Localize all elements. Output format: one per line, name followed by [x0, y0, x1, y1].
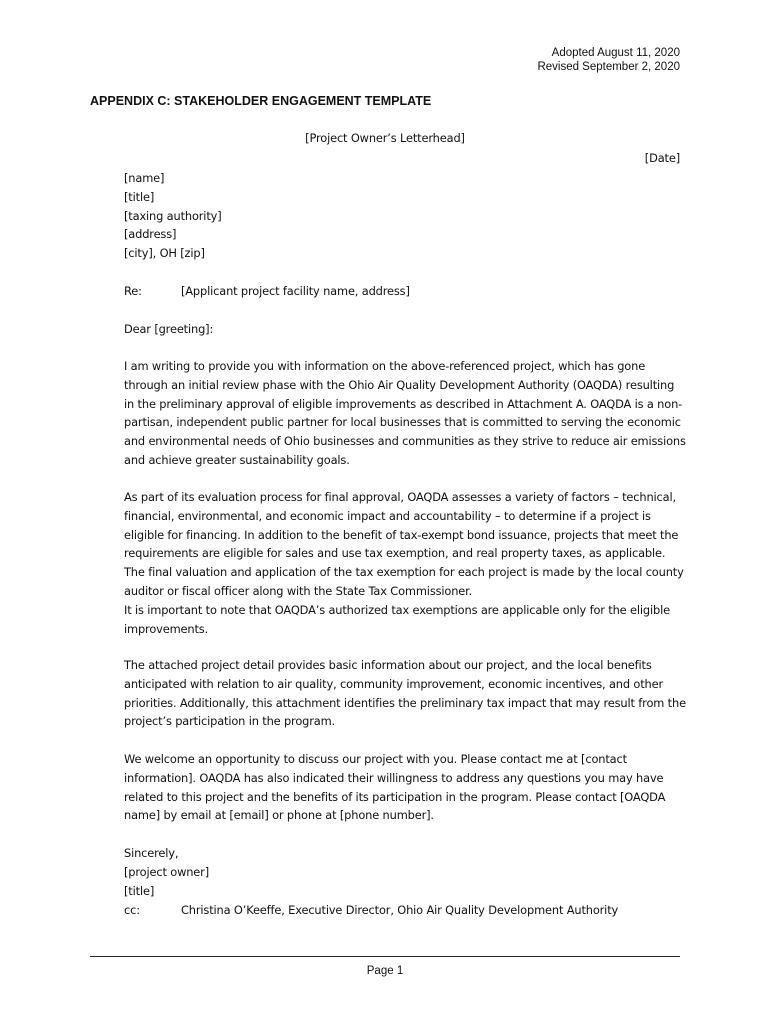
footer-divider	[90, 956, 680, 957]
closing-block	[124, 844, 209, 900]
cc-value: Christina O’Keeffe, Executive Director, Ohio Air Quality Development Authority	[181, 903, 619, 917]
adopted-date: Adopted August 11, 2020	[551, 47, 680, 59]
paragraph-attachment: The attached project detail provides basic information about our project, and the local benefits anticipated with relation to air quality, community improvement, economic incentives, and other priorities. Additionally, this attachment identifies the preliminary tax impact that may result from the project’s participation in the program.	[124, 658, 686, 729]
paragraph-evaluation-main: As part of its evaluation process for final approval, OAQDA assesses a variety of factors – technical, financial, environmental, and economic impact and accountability – to determine if a project is eligible for financing. In addition to the benefit of tax-exempt bond issuance, projects that meet the requirements are eligible for sales and use tax exemption, and real property taxes, as applicable. The final valuation and application of the tax exemption for each project is made by the local county auditor or fiscal officer along with the State Tax Commissioner.	[124, 490, 684, 598]
recipient-title: [title]	[124, 189, 155, 204]
letterhead-placeholder: [Project Owner’s Letterhead]	[305, 131, 465, 145]
cc-line	[124, 901, 618, 920]
closing-owner: [project owner]	[124, 864, 209, 879]
date-placeholder: [Date]	[644, 151, 680, 165]
greeting: Dear [greeting]:	[124, 322, 214, 336]
paragraph-evaluation-note: It is important to note that OAQDA’s authorized tax exemptions are applicable only for the eligible improvements.	[124, 602, 670, 636]
recipient-city: [city], OH [zip]	[124, 246, 205, 261]
re-label: Re:	[124, 284, 142, 298]
closing-sincerely: Sincerely,	[124, 846, 179, 860]
closing-title: [title]	[124, 883, 155, 898]
cc-label: cc:	[124, 903, 140, 917]
recipient-name: [name]	[124, 171, 165, 185]
recipient-authority: [taxing authority]	[124, 208, 222, 223]
paragraph-evaluation	[124, 488, 686, 638]
appendix-title: APPENDIX C: STAKEHOLDER ENGAGEMENT TEMPLATE	[90, 94, 432, 108]
re-value: [Applicant project facility name, address]	[181, 284, 410, 298]
recipient-address	[124, 169, 222, 263]
document-dates	[537, 46, 680, 74]
revised-date: Revised September 2, 2020	[537, 61, 680, 73]
re-line	[124, 282, 410, 301]
page-number: Page 1	[366, 965, 404, 977]
paragraph-intro: I am writing to provide you with information on the above-referenced project, which has gone through an initial review phase with the Ohio Air Quality Development Authority (OAQDA) resulting in the preliminary approval of eligible improvements as described in Attachment A. OAQDA is a non-partisan, independent public partner for local businesses that is committed to serving the economic and environmental needs of Ohio businesses and communities as they strive to reduce air emissions and achieve greater sustainability goals.	[124, 359, 686, 467]
recipient-street: [address]	[124, 227, 177, 242]
paragraph-contact: We welcome an opportunity to discuss our project with you. Please contact me at [contact information]. OAQDA has also indicated their willingness to address any questions you may have related to this project and the benefits of its participation in the program. Please contact [OAQDA name] by email at [email] or phone at [phone number].	[124, 752, 666, 823]
